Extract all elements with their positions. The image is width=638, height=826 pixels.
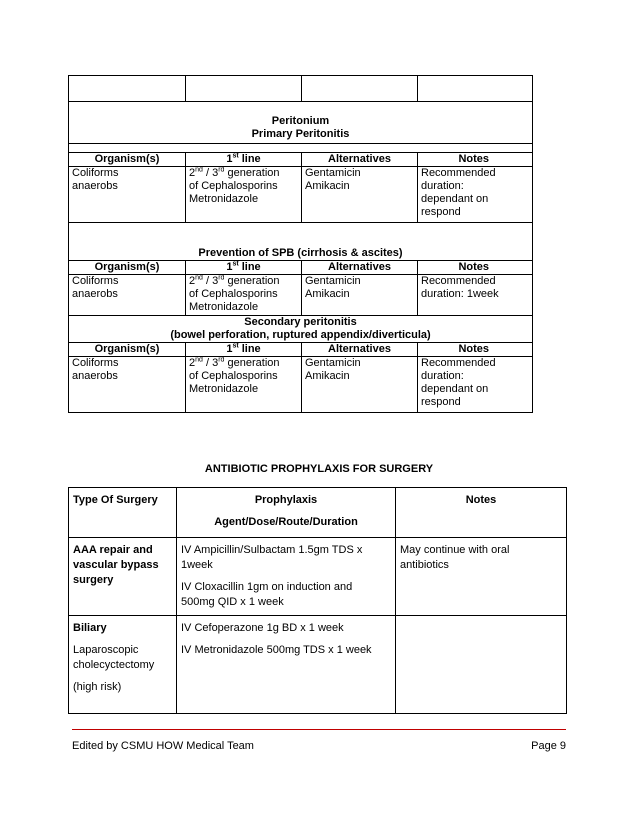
primary-peritonitis-title: Primary Peritonitis bbox=[251, 128, 350, 140]
gen-number: 2 bbox=[189, 167, 196, 179]
header-first-line-sup: st bbox=[232, 152, 239, 160]
header-notes: Notes bbox=[418, 261, 533, 275]
header-first-line-number: 1 bbox=[226, 343, 233, 355]
peritonium-title-row bbox=[69, 102, 533, 144]
page-footer bbox=[72, 729, 566, 752]
cell-line: Gentamicin bbox=[305, 275, 361, 287]
header-organism: Organism(s) bbox=[69, 153, 186, 167]
peritonium-table bbox=[68, 75, 533, 413]
table-header-row bbox=[69, 343, 533, 357]
cell-line: cholecyctectomy bbox=[73, 659, 155, 671]
table-header-row bbox=[69, 153, 533, 167]
prophylaxis-cell bbox=[177, 616, 396, 714]
spb-title: Prevention of SPB (cirrhosis & ascites) bbox=[69, 223, 533, 261]
cell-line: Metronidazole bbox=[189, 301, 259, 313]
header-alternatives: Alternatives bbox=[302, 261, 418, 275]
gen-sup: rd bbox=[218, 356, 225, 364]
notes-cell bbox=[418, 357, 533, 413]
cell-line: Coliforms bbox=[72, 275, 119, 287]
notes-cell bbox=[396, 616, 567, 714]
header-organism: Organism(s) bbox=[69, 261, 186, 275]
gen-sup: nd bbox=[195, 166, 203, 174]
notes-cell bbox=[418, 167, 533, 223]
cell-line: IV Cloxacillin 1gm on induction and bbox=[181, 581, 353, 593]
header-alternatives: Alternatives bbox=[302, 153, 418, 167]
cell-line: Amikacin bbox=[305, 370, 350, 382]
header-first-line bbox=[186, 261, 302, 275]
cell-paragraph bbox=[181, 543, 391, 573]
table-row bbox=[69, 357, 533, 413]
prophylaxis-table bbox=[68, 487, 567, 714]
gen-number: 2 bbox=[189, 357, 196, 369]
cell-line: Recommended bbox=[421, 167, 496, 179]
secondary-title-row bbox=[69, 316, 533, 343]
cell-line: respond bbox=[421, 206, 461, 218]
header-prophylaxis: Prophylaxis bbox=[254, 494, 318, 506]
alternatives-cell bbox=[302, 275, 418, 316]
header-first-line-text: line bbox=[238, 261, 261, 273]
peritonium-title: Peritonium bbox=[271, 115, 330, 127]
secondary-peritonitis-subtitle: (bowel perforation, ruptured appendix/diverticula) bbox=[170, 329, 431, 341]
cell-line: Gentamicin bbox=[305, 167, 361, 179]
cell-line: IV Metronidazole 500mg TDS x 1 week bbox=[181, 644, 372, 656]
cell-line: duration: bbox=[421, 180, 464, 192]
notes-cell bbox=[418, 275, 533, 316]
cell-line: Biliary bbox=[73, 622, 107, 634]
cell-line bbox=[189, 167, 298, 180]
header-prophylaxis-cell bbox=[177, 488, 396, 538]
cell-line: IV Ampicillin/Sulbactam 1.5gm TDS x bbox=[181, 544, 363, 556]
cell-paragraph bbox=[73, 643, 172, 673]
cell-line: duration: 1week bbox=[421, 288, 499, 300]
cell-line: anaerobs bbox=[72, 370, 118, 382]
organism-cell bbox=[69, 167, 186, 223]
cell-line: AAA repair and bbox=[73, 544, 153, 556]
header-organism: Organism(s) bbox=[69, 343, 186, 357]
alternatives-cell bbox=[302, 357, 418, 413]
cell-line: 500mg QID x 1 week bbox=[181, 596, 284, 608]
table-row bbox=[69, 275, 533, 316]
gen-number: / 3 bbox=[202, 167, 219, 179]
cell-line: (high risk) bbox=[73, 681, 122, 693]
secondary-peritonitis-title: Secondary peritonitis bbox=[244, 316, 357, 328]
cell-line bbox=[189, 357, 298, 370]
gen-sup: rd bbox=[218, 166, 225, 174]
cell-line: Coliforms bbox=[72, 167, 119, 179]
organism-cell bbox=[69, 275, 186, 316]
organism-cell bbox=[69, 357, 186, 413]
header-first-line-number: 1 bbox=[226, 261, 233, 273]
cell-line: respond bbox=[421, 396, 461, 408]
header-notes: Notes bbox=[418, 343, 533, 357]
table-row bbox=[69, 167, 533, 223]
cell-line: Laparoscopic bbox=[73, 644, 139, 656]
cell-line: anaerobs bbox=[72, 288, 118, 300]
gen-number: / 3 bbox=[202, 357, 219, 369]
gen-number: 2 bbox=[189, 275, 196, 287]
cell-line: dependant on bbox=[421, 383, 489, 395]
header-first-line-number: 1 bbox=[226, 153, 233, 165]
first-line-cell bbox=[186, 357, 302, 413]
header-first-line-text: line bbox=[238, 343, 261, 355]
cell-line: Coliforms bbox=[72, 357, 119, 369]
alternatives-cell bbox=[302, 167, 418, 223]
cell-line: Metronidazole bbox=[189, 193, 259, 205]
gen-text: generation bbox=[224, 275, 280, 287]
prophylaxis-title: ANTIBIOTIC PROPHYLAXIS FOR SURGERY bbox=[204, 463, 434, 475]
cell-line: Metronidazole bbox=[189, 383, 259, 395]
cell-line: duration: bbox=[421, 370, 464, 382]
gen-text: generation bbox=[224, 357, 280, 369]
cell-line: Recommended bbox=[421, 275, 496, 287]
cell-line: IV Cefoperazone 1g BD x 1 week bbox=[181, 622, 344, 634]
cell-line: antibiotics bbox=[400, 559, 449, 571]
cell-line: Amikacin bbox=[305, 288, 350, 300]
cell-line: of Cephalosporins bbox=[189, 180, 278, 192]
cell-line: surgery bbox=[73, 574, 114, 586]
surgery-type-cell bbox=[69, 616, 177, 714]
footer-credit: Edited by CSMU HOW Medical Team bbox=[72, 740, 254, 752]
header-first-line-text: line bbox=[238, 153, 261, 165]
spb-title-row bbox=[69, 223, 533, 261]
cell-line: Amikacin bbox=[305, 180, 350, 192]
header-agent: Agent/Dose/Route/Duration bbox=[214, 516, 358, 528]
first-line-cell bbox=[186, 167, 302, 223]
notes-cell bbox=[396, 538, 567, 616]
header-alternatives: Alternatives bbox=[302, 343, 418, 357]
cell-line: vascular bypass bbox=[73, 559, 159, 571]
gen-text: generation bbox=[224, 167, 280, 179]
first-line-cell bbox=[186, 275, 302, 316]
spacer-row bbox=[69, 144, 533, 153]
cell-line: of Cephalosporins bbox=[189, 370, 278, 382]
cell-line: May continue with oral bbox=[400, 544, 510, 556]
header-notes: Notes bbox=[396, 488, 567, 538]
table-header-row bbox=[69, 261, 533, 275]
gen-sup: rd bbox=[218, 274, 225, 282]
cell-line: of Cephalosporins bbox=[189, 288, 278, 300]
cell-line: anaerobs bbox=[72, 180, 118, 192]
cell-line bbox=[189, 275, 298, 288]
header-first-line-sup: st bbox=[232, 260, 239, 268]
page-number: Page 9 bbox=[531, 740, 566, 752]
cell-line: 1week bbox=[181, 559, 213, 571]
table-row bbox=[69, 538, 567, 616]
cell-paragraph bbox=[181, 580, 391, 610]
gen-sup: nd bbox=[195, 356, 203, 364]
table-header-row bbox=[69, 488, 567, 538]
header-first-line bbox=[186, 343, 302, 357]
table-row bbox=[69, 616, 567, 714]
header-type-of-surgery: Type Of Surgery bbox=[69, 488, 177, 538]
empty-row bbox=[69, 76, 533, 102]
gen-number: / 3 bbox=[202, 275, 219, 287]
header-notes: Notes bbox=[418, 153, 533, 167]
cell-line: Gentamicin bbox=[305, 357, 361, 369]
prophylaxis-cell bbox=[177, 538, 396, 616]
header-first-line-sup: st bbox=[232, 342, 239, 350]
cell-line: dependant on bbox=[421, 193, 489, 205]
cell-line: Recommended bbox=[421, 357, 496, 369]
header-first-line bbox=[186, 153, 302, 167]
gen-sup: nd bbox=[195, 274, 203, 282]
surgery-type-cell bbox=[69, 538, 177, 616]
